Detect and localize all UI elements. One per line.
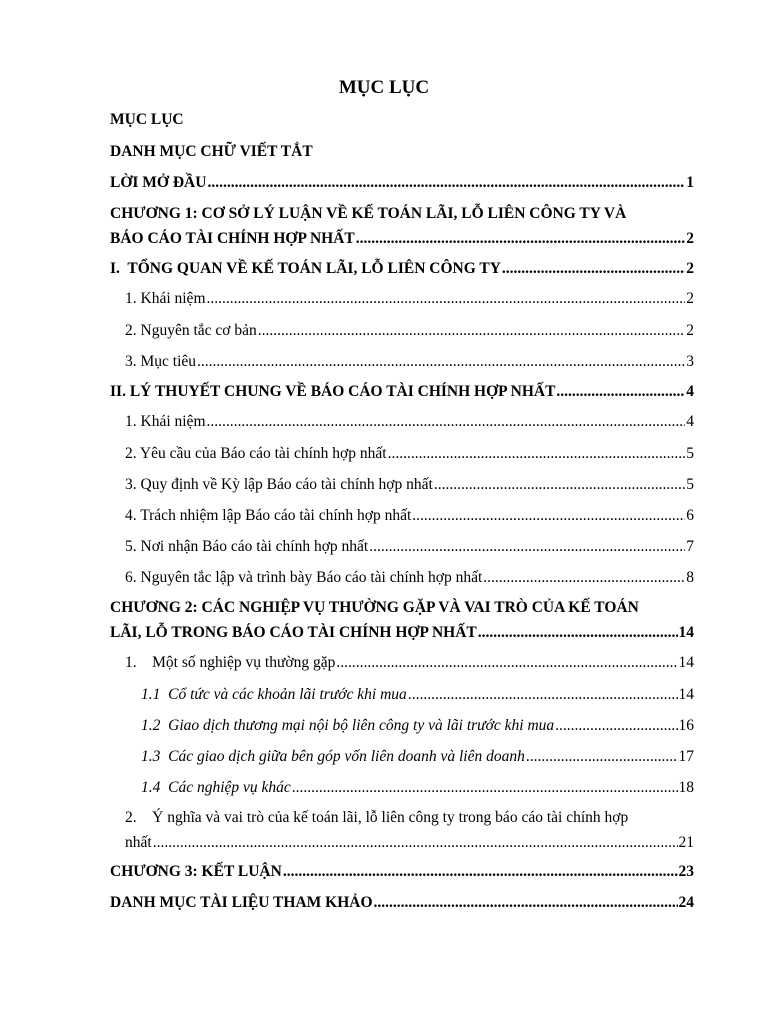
- toc-entry-preface[interactable]: [110, 173, 694, 193]
- toc-entry-text: 1. Khái niệm: [125, 413, 206, 430]
- toc-entry-c2-1[interactable]: [125, 653, 694, 673]
- toc-entry-1-2[interactable]: [125, 321, 694, 341]
- toc-entry-text-line1: 2. Ý nghĩa và vai trò của kế toán lãi, lỗ liên công ty trong báo cáo tài chính hợp: [125, 809, 629, 826]
- toc-entry-text-line2: BÁO CÁO TÀI CHÍNH HỢP NHẤT: [110, 230, 355, 247]
- toc-entry-section-2[interactable]: [110, 382, 694, 402]
- toc-page-number: 4: [686, 413, 694, 430]
- toc-entry-1-1[interactable]: [125, 289, 694, 309]
- toc-page-number: 3: [686, 353, 694, 370]
- toc-entry-text: I. TỔNG QUAN VỀ KẾ TOÁN LÃI, LỖ LIÊN CÔNG TY: [110, 260, 501, 277]
- toc-entry-text-line2: nhất: [125, 834, 152, 851]
- toc-page-number: 14: [678, 686, 694, 703]
- toc-entry-abbreviations[interactable]: [110, 142, 313, 162]
- dot-leader: [292, 778, 678, 798]
- toc-entry-2-4[interactable]: [125, 506, 694, 526]
- dot-leader: [356, 229, 686, 249]
- toc-page-number: 1: [686, 174, 694, 191]
- toc-entry-text: 2. Yêu cầu của Báo cáo tài chính hợp nhất: [125, 445, 387, 462]
- toc-entry-c2-2[interactable]: [125, 808, 694, 853]
- toc-entry-text-line1: CHƯƠNG 2: CÁC NGHIỆP VỤ THƯỜNG GẶP VÀ VAI TRÒ CỦA KẾ TOÁN: [110, 599, 639, 616]
- toc-page-number: 24: [678, 894, 694, 911]
- dot-leader: [526, 747, 678, 767]
- toc-entry-text: DANH MỤC TÀI LIỆU THAM KHẢO: [110, 894, 373, 911]
- toc-entry-text: 1.2 Giao dịch thương mại nội bộ liên công ty và lãi trước khi mua: [141, 717, 555, 734]
- toc-page-number: 21: [678, 834, 694, 851]
- dot-leader: [412, 506, 685, 526]
- toc-entry-text: 5. Nơi nhận Báo cáo tài chính hợp nhất: [125, 538, 369, 555]
- toc-entry-chapter-3[interactable]: [110, 862, 694, 882]
- toc-entry-section-1[interactable]: [110, 259, 694, 279]
- toc-page-number: 16: [678, 717, 694, 734]
- toc-page-number: 2: [686, 290, 694, 307]
- dot-leader: [153, 833, 678, 853]
- toc-entry-text: 1. Một số nghiệp vụ thường gặp: [125, 654, 336, 671]
- toc-page-number: 2: [686, 322, 694, 339]
- dot-leader: [207, 173, 685, 193]
- toc-entry-text: 1.4 Các nghiệp vụ khác: [141, 779, 291, 796]
- toc-entry-chapter-2[interactable]: [110, 598, 694, 643]
- toc-entry-text-line2: LÃI, LỖ TRONG BÁO CÁO TÀI CHÍNH HỢP NHẤT: [110, 624, 477, 641]
- page-title: MỤC LỤC: [338, 77, 430, 98]
- dot-leader: [283, 862, 678, 882]
- dot-leader: [502, 259, 685, 279]
- toc-entry-text: DANH MỤC CHỮ VIẾT TẮT: [110, 143, 313, 160]
- dot-leader: [408, 685, 678, 705]
- dot-leader: [374, 893, 678, 913]
- toc-entry-c2-1-2[interactable]: [141, 716, 694, 736]
- dot-leader: [555, 716, 677, 736]
- dot-leader: [207, 289, 686, 309]
- toc-page-number: 23: [678, 863, 694, 880]
- toc-entry-text: CHƯƠNG 3: KẾT LUẬN: [110, 863, 282, 880]
- toc-entry-c2-1-4[interactable]: [141, 778, 694, 798]
- toc-page-number: 7: [686, 538, 694, 555]
- dot-leader: [556, 382, 685, 402]
- toc-page-number: 14: [678, 624, 694, 641]
- toc-entry-text: 1.3 Các giao dịch giữa bên góp vốn liên doanh và liên doanh: [141, 748, 525, 765]
- toc-entry-text: 4. Trách nhiệm lập Báo cáo tài chính hợp nhất: [125, 507, 412, 524]
- toc-entry-text: 1. Khái niệm: [125, 290, 206, 307]
- dot-leader: [207, 412, 686, 432]
- dot-leader: [258, 321, 686, 341]
- toc-page-number: 2: [686, 260, 694, 277]
- toc-entry-2-5[interactable]: [125, 537, 694, 557]
- toc-entry-text-line1: CHƯƠNG 1: CƠ SỞ LÝ LUẬN VỀ KẾ TOÁN LÃI, LỖ LIÊN CÔNG TY VÀ: [110, 205, 627, 222]
- toc-page-number: 5: [686, 476, 694, 493]
- dot-leader: [434, 475, 685, 495]
- toc-entry-text: 1.1 Cổ tức và các khoản lãi trước khi mua: [141, 686, 407, 703]
- toc-page-number: 2: [686, 230, 694, 247]
- toc-entry-text: 6. Nguyên tắc lập và trình bày Báo cáo tài chính hợp nhất: [125, 569, 483, 586]
- toc-page-number: 17: [678, 748, 694, 765]
- toc-entry-text: 2. Nguyên tắc cơ bản: [125, 322, 257, 339]
- toc-entry-2-2[interactable]: [125, 444, 694, 464]
- toc-page-number: 4: [686, 383, 694, 400]
- dot-leader: [369, 537, 685, 557]
- dot-leader: [483, 568, 685, 588]
- toc-entry-text: 3. Quy định về Kỳ lập Báo cáo tài chính hợp nhất: [125, 476, 433, 493]
- toc-entry-2-3[interactable]: [125, 475, 694, 495]
- toc-entry-2-1[interactable]: [125, 412, 694, 432]
- toc-page-number: 5: [686, 445, 694, 462]
- toc-entry-c2-1-3[interactable]: [141, 747, 694, 767]
- toc-entry-2-6[interactable]: [125, 568, 694, 588]
- dot-leader: [478, 623, 678, 643]
- toc-page-number: 8: [686, 569, 694, 586]
- dot-leader: [388, 444, 686, 464]
- toc-entry-text: 3. Mục tiêu: [125, 353, 197, 370]
- toc-entry-text: LỜI MỞ ĐẦU: [110, 174, 207, 191]
- toc-entry-muc-luc[interactable]: [110, 110, 184, 130]
- toc-entry-references[interactable]: [110, 893, 694, 913]
- toc-page-number: 14: [678, 654, 694, 671]
- toc-entry-1-3[interactable]: [125, 352, 694, 372]
- toc-entry-text: II. LÝ THUYẾT CHUNG VỀ BÁO CÁO TÀI CHÍNH HỢP NHẤT: [110, 383, 556, 400]
- toc-entry-text: MỤC LỤC: [110, 111, 184, 128]
- dot-leader: [336, 653, 677, 673]
- dot-leader: [197, 352, 685, 372]
- toc-entry-c2-1-1[interactable]: [141, 685, 694, 705]
- toc-page-number: 18: [678, 779, 694, 796]
- toc-page-number: 6: [686, 507, 694, 524]
- toc-entry-chapter-1[interactable]: [110, 204, 694, 249]
